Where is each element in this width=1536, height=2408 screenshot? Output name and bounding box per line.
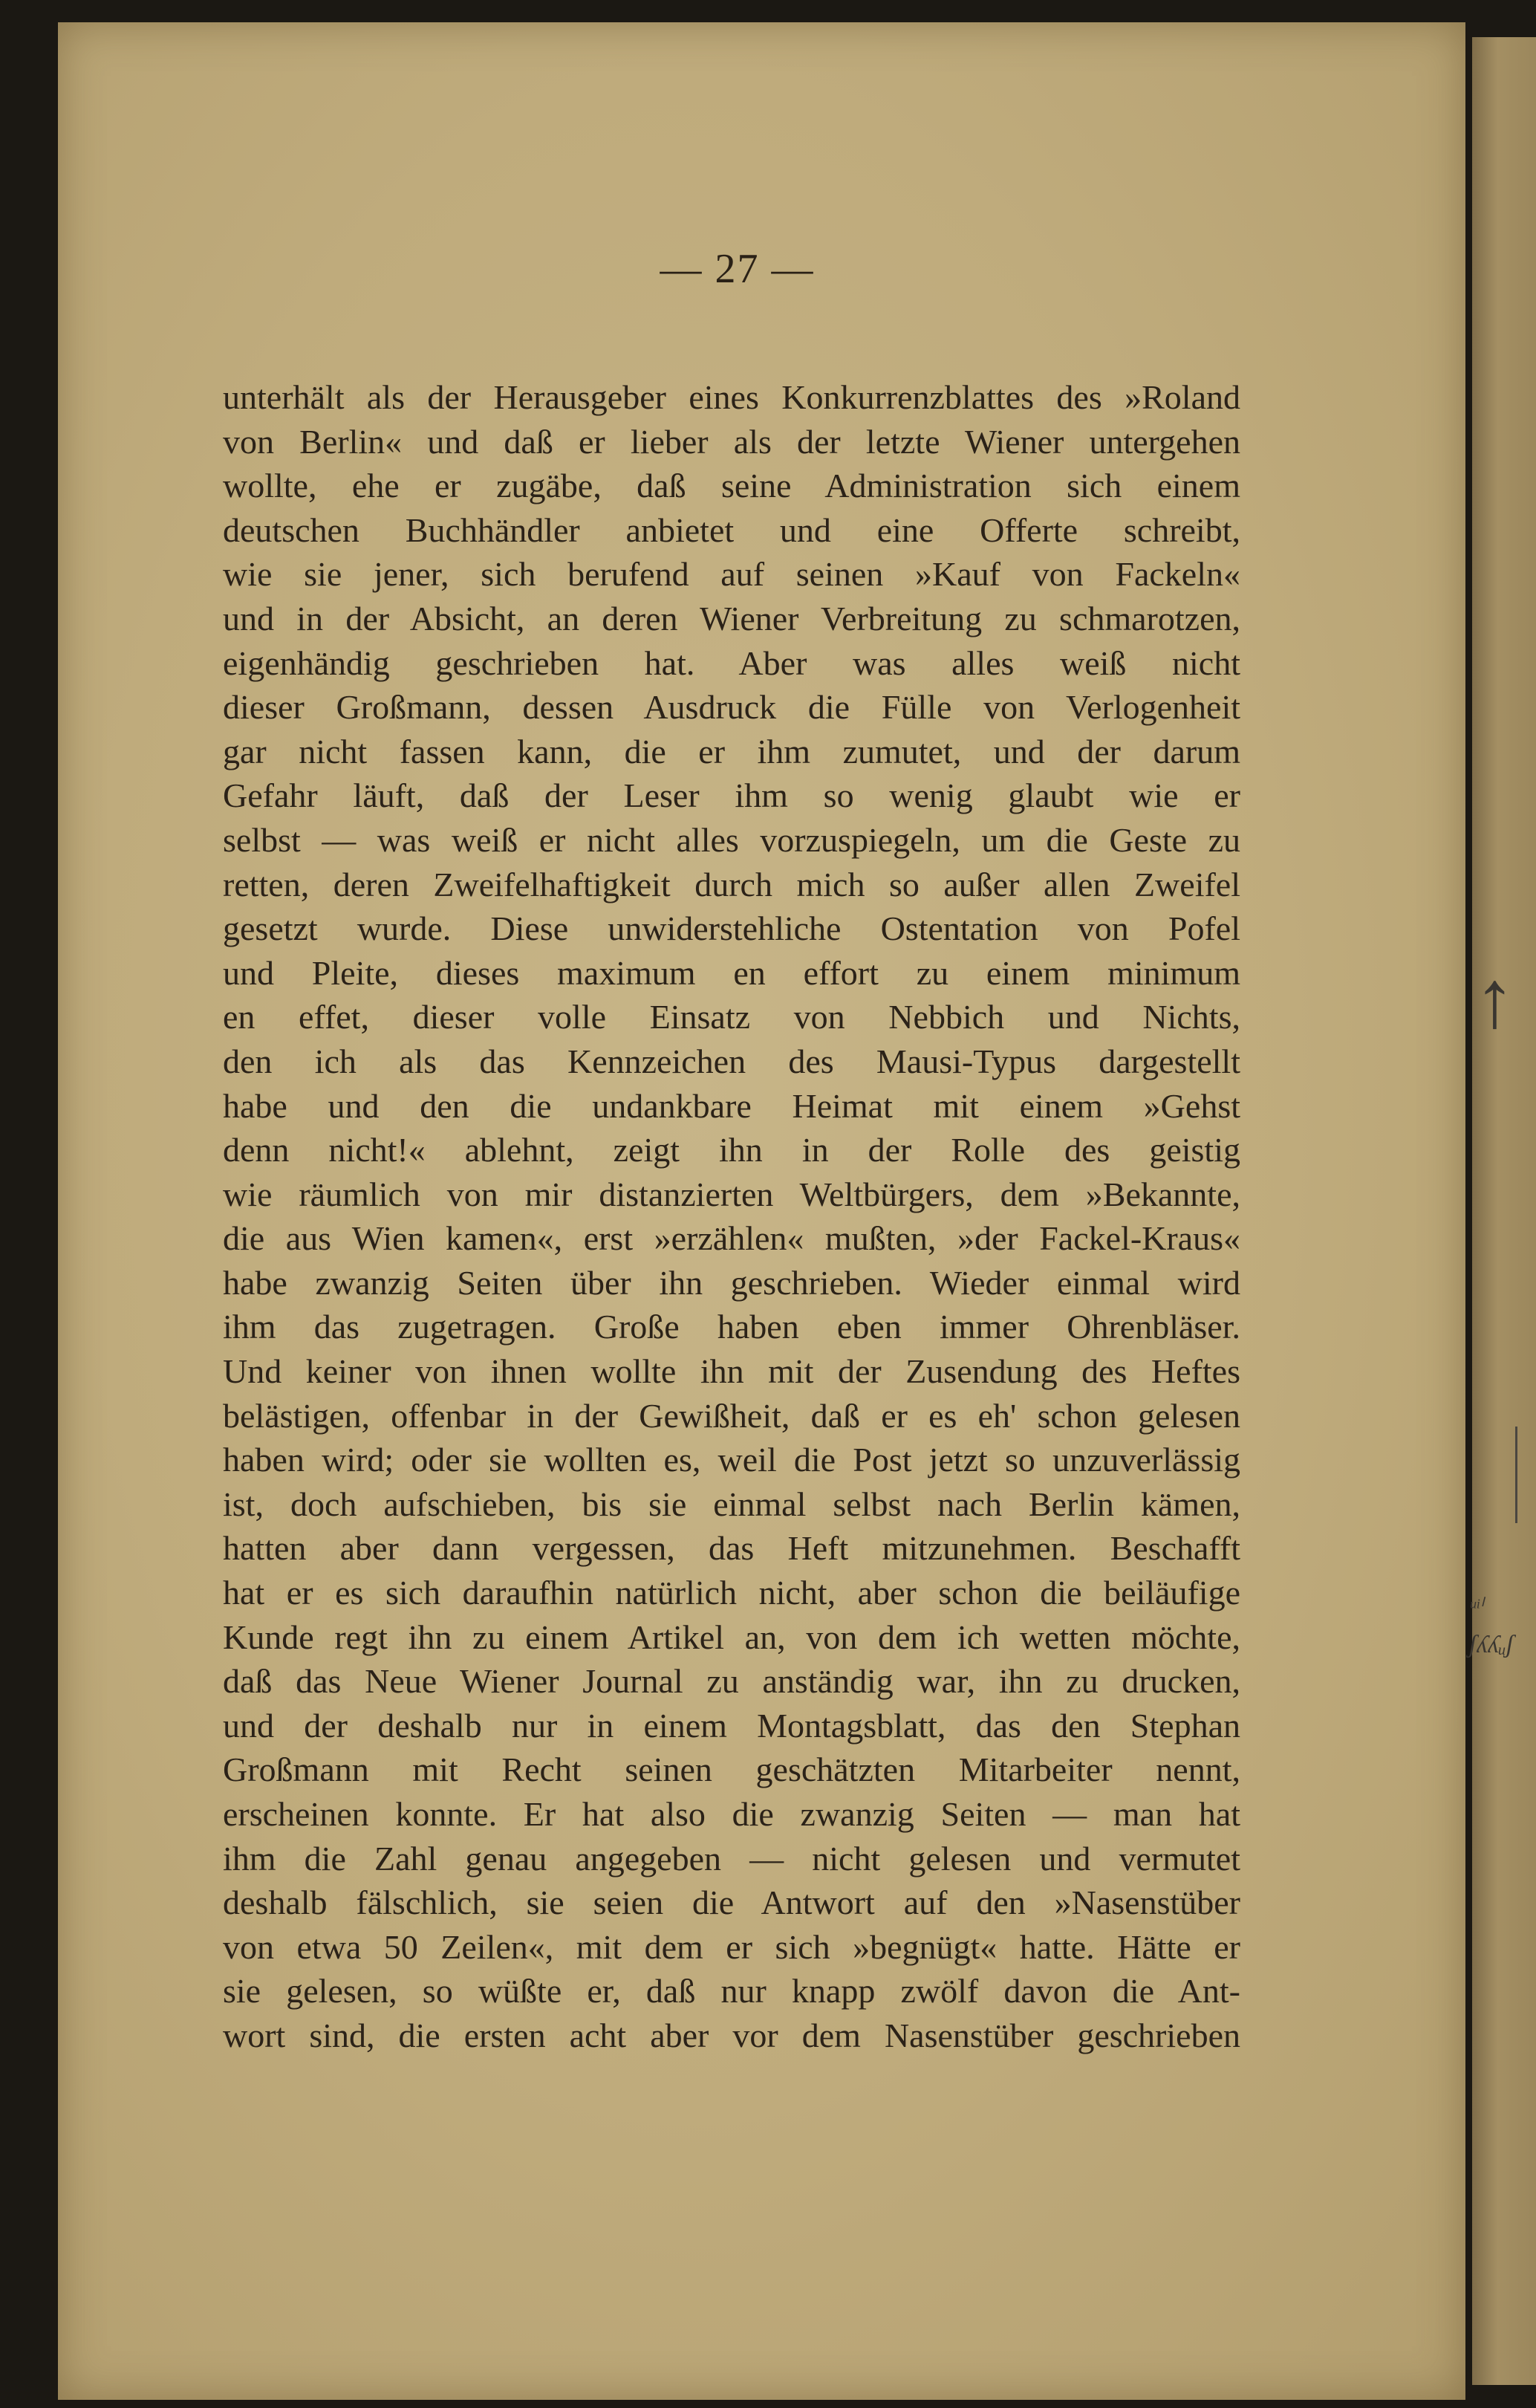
text-line: und Pleite, dieses maximum en effort zu einem minimum: [223, 953, 1240, 992]
pencil-bar-mark: [1515, 1427, 1517, 1523]
text-line: und in der Absicht, an deren Wiener Verbreitung zu schmarotzen,: [223, 599, 1240, 637]
page-number: — 27 —: [660, 246, 815, 292]
pencil-arrow-mark: ↑: [1474, 954, 1515, 1045]
text-line: eigenhändig geschrieben hat. Aber was alles weiß nicht: [223, 643, 1240, 682]
text-line: Großmann mit Recht seinen geschätzten Mitarbeiter nennt,: [223, 1750, 1240, 1789]
text-line: Kunde regt ihn zu einem Artikel an, von dem ich wetten möchte,: [223, 1617, 1240, 1656]
text-line: Gefahr läuft, daß der Leser ihm so wenig glaubt wie er: [223, 776, 1240, 815]
text-line: deutschen Buchhändler anbietet und eine Offerte schreibt,: [223, 510, 1240, 549]
body-text: [223, 375, 1240, 2058]
text-line: hat er es sich daraufhin natürlich nicht, aber schon die beiläufige: [223, 1574, 1240, 1612]
text-line: von Berlin« und daß er lieber als der letzte Wiener untergehen: [223, 422, 1240, 461]
text-line: ihm die Zahl genau angegeben — nicht gelesen und vermutet: [223, 1839, 1240, 1878]
text-line: die aus Wien kamen«, erst »erzählen« mußten, »der Fackel-Kraus«: [223, 1219, 1240, 1258]
text-line: ihm das zugetragen. Große haben eben immer Ohrenbläser.: [223, 1308, 1240, 1346]
text-line: gar nicht fassen kann, die er ihm zumutet, und der darum: [223, 732, 1240, 770]
text-line: en effet, dieser volle Einsatz von Nebbich und Nichts,: [223, 998, 1240, 1036]
text-line: belästigen, offenbar in der Gewißheit, daß er es eh' schon gelesen: [223, 1396, 1240, 1435]
text-line: ist, doch aufschieben, bis sie einmal selbst nach Berlin kämen,: [223, 1484, 1240, 1523]
text-line: wollte, ehe er zugäbe, daß seine Administration sich einem: [223, 467, 1240, 505]
text-line: dieser Großmann, dessen Ausdruck die Fülle von Verlogenheit: [223, 688, 1240, 727]
text-line: retten, deren Zweifelhaftigkeit durch mich so außer allen Zweifel: [223, 865, 1240, 903]
pencil-scribble-mark: ᵤᵢₗ: [1471, 1587, 1485, 1612]
text-line: den ich als das Kennzeichen des Mausi-Typus dargestellt: [223, 1042, 1240, 1080]
text-line: daß das Neue Wiener Journal zu anständig war, ihn zu drucken,: [223, 1662, 1240, 1701]
text-line: habe und den die undankbare Heimat mit einem »Gehst: [223, 1086, 1240, 1125]
text-line: denn nicht!« ablehnt, zeigt ihn in der Rolle des geistig: [223, 1131, 1240, 1169]
text-line: selbst — was weiß er nicht alles vorzuspiegeln, um die Geste zu: [223, 820, 1240, 859]
text-line: deshalb fälschlich, sie seien die Antwort auf den »Nasenstüber: [223, 1883, 1240, 1922]
text-line: sie gelesen, so wüßte er, daß nur knapp zwölf davon die Ant-: [223, 1972, 1240, 2011]
text-line: wort sind, die ersten acht aber vor dem Nasenstüber geschrieben: [223, 2016, 1240, 2054]
text-line: und der deshalb nur in einem Montagsblatt, das den Stephan: [223, 1706, 1240, 1745]
text-line: haben wird; oder sie wollten es, weil die Post jetzt so unzuverlässig: [223, 1441, 1240, 1479]
text-line: wie räumlich von mir distanzierten Weltbürgers, dem »Bekannte,: [223, 1175, 1240, 1213]
pencil-scribble-mark: ʃʎʎᵤʃ: [1469, 1631, 1514, 1658]
text-line: habe zwanzig Seiten über ihn geschrieben. Wieder einmal wird: [223, 1263, 1240, 1302]
text-line: unterhält als der Herausgeber eines Konkurrenzblattes des »Roland: [223, 378, 1240, 416]
text-line: hatten aber dann vergessen, das Heft mitzunehmen. Beschafft: [223, 1529, 1240, 1568]
facing-page-edge: [1472, 37, 1536, 2385]
text-line: wie sie jener, sich berufend auf seinen »Kauf von Fackeln«: [223, 555, 1240, 594]
text-line: Und keiner von ihnen wollte ihn mit der Zusendung des Heftes: [223, 1352, 1240, 1391]
text-line: erscheinen konnte. Er hat also die zwanzig Seiten — man hat: [223, 1795, 1240, 1833]
text-line: von etwa 50 Zeilen«, mit dem er sich »begnügt« hatte. Hätte er: [223, 1927, 1240, 1966]
text-line: gesetzt wurde. Diese unwiderstehliche Ostentation von Pofel: [223, 909, 1240, 948]
